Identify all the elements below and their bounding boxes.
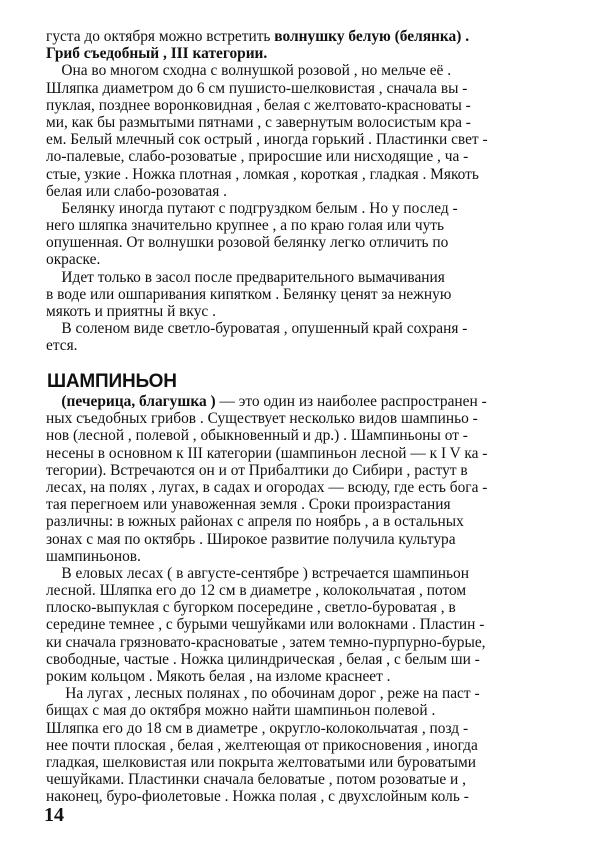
text-run: зонах с мая по октябрь . Широкое развитие получила культура — [46, 530, 456, 548]
text-line — [46, 320, 556, 337]
text-run: ми, как бы размытыми пятнами , с завернутым волосистым кра - — [46, 113, 471, 131]
text-run: ных съедобных грибов . Существует несколько видов шампиньо - — [46, 410, 478, 428]
text-run: несены в основном к III категории (шампиньон лесной — к I V ка - — [46, 444, 488, 462]
text-run: гладкая, шелковистая или покрыта желтоватыми или буроватыми — [46, 753, 476, 771]
text-line — [46, 410, 556, 427]
text-run: густа до октября можно встретить — [46, 28, 275, 45]
section-heading-shampinon: ШАМПИНЬОН — [47, 371, 177, 392]
text-line — [46, 28, 556, 45]
text-run: различны: в южных районах с апреля по ноябрь , а в остальных — [46, 513, 464, 531]
text-run: тая перегноем или унавоженная земля . Сроки произрастания — [46, 496, 451, 514]
text-line — [46, 720, 556, 737]
text-line — [46, 582, 556, 599]
text-run: белая или слабо-розоватая . — [46, 182, 227, 200]
text-run: наконец, буро-фиолетовые . Ножка полая , с двухслойным коль - — [46, 788, 469, 806]
text-line — [46, 565, 556, 582]
text-run: в воде или ошпаривания кипятком . Белянку ценят за нежную — [46, 285, 452, 303]
bold-text-run: волнушку белую (белянка) . — [274, 28, 470, 45]
text-line — [46, 200, 556, 217]
text-run: середине темнее , с бурыми чешуйками или волокнами . Пластин - — [46, 616, 485, 634]
text-line — [46, 462, 556, 479]
text-run: него шляпка значительно крупнее , а по краю голая или чуть — [46, 217, 445, 235]
text-run: Белянку иногда путают с подгруздком белым . Но у послед - — [46, 199, 458, 217]
text-run: лесах, на полях , лугах, в садах и огородах — всюду, где есть бога - — [46, 478, 488, 496]
text-line — [46, 234, 556, 251]
text-line — [46, 427, 556, 444]
text-line — [46, 131, 556, 148]
text-line — [46, 217, 556, 234]
text-line — [46, 754, 556, 771]
text-line — [46, 496, 556, 513]
text-run: чешуйками. Пластинки сначала беловатые , потом розоватые и , — [46, 771, 466, 789]
text-run: Идет только в засол после предварительного вымачивания — [46, 268, 445, 286]
text-run: пуклая, позднее воронковидная , белая с желтовато-красноваты - — [46, 96, 471, 114]
text-line — [46, 114, 556, 131]
bold-text-run: Гриб съедобный , III категории. — [46, 45, 268, 63]
text-run: В соленом виде светло-буроватая , опушенный край сохраня - — [46, 320, 468, 338]
text-run: ки сначала грязновато-красноватые , затем темно-пурпурно-бурые, — [46, 633, 486, 651]
text-run: шампиньонов. — [46, 547, 141, 565]
text-run: В еловых лесах ( в августе-сентябре ) встречается шампиньон — [46, 564, 469, 582]
text-line — [46, 479, 556, 496]
text-run — [46, 393, 61, 410]
text-run: роким кольцом . Мякоть белая , на изломе краснеет . — [46, 668, 391, 685]
text-line — [46, 702, 556, 719]
text-block-shampinon — [46, 393, 556, 806]
text-line — [46, 303, 556, 320]
text-run: окраске. — [46, 251, 101, 269]
text-run: нее почти плоская , белая , желтеющая от прикосновения , иногда — [46, 736, 478, 754]
text-line — [46, 616, 556, 633]
bold-text-run: (печерица, благушка ) — [61, 393, 216, 410]
text-run: стые, узкие . Ножка плотная , ломкая , короткая , гладкая . Мякоть — [46, 165, 479, 183]
text-line — [46, 634, 556, 651]
text-line — [46, 668, 556, 685]
text-line — [46, 531, 556, 548]
text-line — [46, 651, 556, 668]
text-line — [46, 183, 556, 200]
text-line — [46, 548, 556, 565]
text-line — [46, 148, 556, 165]
text-line — [46, 45, 556, 62]
text-line — [46, 97, 556, 114]
text-line — [46, 771, 556, 788]
text-block-belyanka — [46, 28, 556, 355]
text-run: Шляпка диаметром до 6 см пушисто-шелковистая , сначала вы - — [46, 79, 468, 97]
text-line — [46, 269, 556, 286]
text-run: Она во многом сходна с волнушкой розовой , но мельче её . — [46, 62, 452, 80]
text-run: нов (лесной , полевой , обыкновенный и др.) . Шампиньоны от - — [46, 427, 468, 445]
text-line — [46, 737, 556, 754]
text-run: тегории). Встречаются он и от Прибалтики до Сибири , растут в — [46, 461, 468, 479]
text-run: бищах с мая до октября можно найти шампиньон полевой . — [46, 702, 436, 720]
text-line — [46, 251, 556, 268]
text-run: лесной. Шляпка его до 12 см в диаметре , колокольчатая , потом — [46, 582, 467, 600]
text-line — [46, 80, 556, 97]
page-number: 14 — [44, 804, 64, 826]
text-run: опушенная. От волнушки розовой белянку легко отличить по — [46, 234, 449, 252]
text-run: плоско-выпуклая с бугорком посередине , светло-буроватая , в — [46, 599, 456, 617]
text-run: ем. Белый млечный сок острый , иногда горький . Пластинки свет - — [46, 131, 488, 149]
text-line — [46, 788, 556, 805]
text-line — [46, 599, 556, 616]
text-run: Шляпка его до 18 см в диаметре , округло-колокольчатая , позд - — [46, 719, 469, 737]
text-run: — это один из наиболее распространен - — [215, 393, 487, 410]
text-run: ло-палевые, слабо-розоватые , приросшие или нисходящие , ча - — [46, 148, 469, 166]
text-line — [46, 62, 556, 79]
text-line — [46, 685, 556, 702]
text-line — [46, 166, 556, 183]
text-line — [46, 513, 556, 530]
text-run: свободные, частые . Ножка цилиндрическая , белая , с белым ши - — [46, 650, 480, 668]
text-line — [46, 286, 556, 303]
text-line — [46, 337, 556, 354]
text-line — [46, 445, 556, 462]
text-run: мякоть и приятны й вкус . — [46, 303, 216, 320]
text-run: На лугах , лесных полянах , по обочинам дорог , реже на паст - — [46, 685, 480, 703]
text-run: ется. — [46, 337, 78, 355]
text-line — [46, 393, 556, 410]
